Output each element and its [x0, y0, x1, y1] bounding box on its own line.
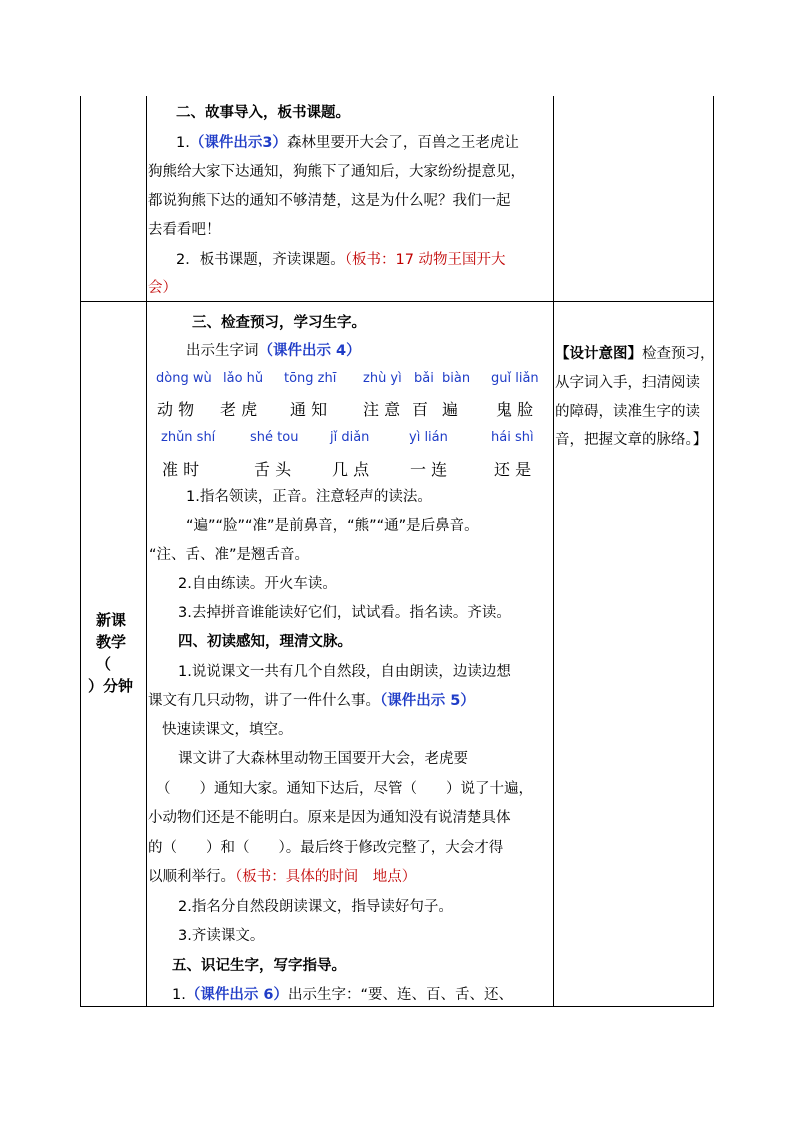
hanzi-tongzhi: 通 知: [290, 400, 328, 419]
stage-label-line2: 教学: [96, 633, 127, 651]
design-intent-line2: 从字词入手，扫清阅读: [555, 375, 700, 391]
hanzi-dongwu: 动 物: [157, 400, 195, 419]
pinyin-bian: biàn: [442, 371, 471, 386]
hanzi-yilian: 一 连: [410, 460, 448, 479]
design-intent-line4: 音，把握文章的脉络。】: [555, 432, 708, 448]
p2-text: 2．板书课题，齐读课题。: [176, 252, 345, 268]
pinyin-yilian: yì lián: [409, 430, 448, 445]
section4-item3: 3.齐读课文。: [178, 928, 265, 944]
p1-line2-text: 课文有几只动物，讲了一件什么事。: [148, 693, 380, 709]
show-words-text: 出示生字词: [186, 343, 259, 359]
section4-item2: 2.指名分自然段朗读课文，指导读好句子。: [178, 899, 453, 915]
section2-paragraph1-line4: 去看看吧！: [148, 222, 221, 238]
section4-heading: 四、初读感知，理清文脉。: [178, 634, 352, 650]
courseware-tag: （课件出示 4）: [258, 343, 361, 359]
blackboard-tag: （板书：17 动物王国开大: [344, 252, 506, 268]
stage-label-line4: ）分钟: [88, 677, 134, 695]
stage-label-line1: 新课: [96, 611, 127, 629]
section2-paragraph1: [176, 133, 519, 153]
hanzi-haishi: 还 是: [494, 460, 532, 479]
fill-line5: [148, 867, 416, 887]
pinyin-zhunshi: zhǔn shí: [161, 430, 216, 445]
p1-text: 出示生字：“要、连、百、舌、还、: [287, 987, 513, 1003]
courseware-tag: （课件出示 6）: [185, 987, 288, 1003]
courseware-tag: （课件出示3）: [189, 135, 287, 151]
section5-p1: [172, 985, 513, 1005]
pinyin-dongwu: dòng wù: [156, 371, 212, 386]
show-words-line: [186, 341, 361, 361]
section2-paragraph1-line3: 都说狗熊下达的通知不够清楚，这是为什么呢？我们一起: [148, 193, 511, 209]
section4-p1-line2: [148, 691, 475, 711]
design-intent-text: 检查预习，: [642, 346, 715, 362]
section3-item1-note2: “注、舌、准”是翘舌音。: [149, 547, 310, 563]
fill-line4: 的（ ）和（ ）。最后终于修改完整了，大会才得: [148, 840, 504, 856]
fill-line2: （ ）通知大家。通知下达后，尽管（ ）说了十遍，: [156, 781, 533, 797]
blackboard-tag: （板书：具体的时间 地点）: [235, 869, 417, 885]
hanzi-zhuyi: 注 意: [363, 400, 401, 419]
pinyin-tongzhi: tōng zhī: [284, 371, 337, 386]
hanzi-bian: 遍: [442, 400, 459, 419]
stage-label-line3: （: [96, 655, 112, 673]
section5-heading: 五、识记生字，写字指导。: [172, 958, 346, 974]
p1-number: 1.: [172, 987, 186, 1003]
pinyin-bai: bǎi: [414, 371, 434, 386]
section2-paragraph1-line2: 狗熊给大家下达通知，狗熊下了通知后，大家纷纷提意见，: [148, 164, 525, 180]
section2-paragraph2-line2: 会）: [148, 280, 177, 296]
fill-line3: 小动物们还是不能明白。原来是因为通知没有说清楚具体: [148, 810, 511, 826]
design-intent-line3: 的障碍，读准生字的读: [555, 404, 700, 420]
p1-number: 1.: [176, 135, 190, 151]
table-right-border: [713, 96, 714, 1007]
fill-title: 快速读课文，填空。: [162, 722, 293, 738]
design-intent-label: 【设计意图】: [555, 346, 642, 362]
section2-heading: 二、故事导入，板书课题。: [176, 105, 350, 121]
pinyin-zhuyi: zhù yì: [363, 371, 402, 386]
hanzi-jidian: 几 点: [332, 460, 370, 479]
hanzi-zhunshi: 准 时: [162, 460, 200, 479]
table-col-divider-2: [553, 96, 554, 1007]
section3-item2: 2.自由练读。开火车读。: [178, 576, 337, 592]
pinyin-shetou: shé tou: [250, 430, 299, 445]
table-row-divider: [80, 301, 714, 302]
table-left-border: [80, 96, 81, 1007]
design-intent-line1: [555, 344, 715, 364]
hanzi-shetou: 舌 头: [254, 460, 292, 479]
section3-heading: 三、检查预习，学习生字。: [192, 315, 366, 331]
table-bottom-border: [80, 1006, 714, 1007]
pinyin-laohu: lǎo hǔ: [223, 371, 264, 386]
p1-text: 森林里要开大会了，百兽之王老虎让: [286, 135, 519, 151]
section3-item3: 3.去掉拼音谁能读好它们，试试看。指名读。齐读。: [178, 605, 511, 621]
section4-p1-line1: 1.说说课文一共有几个自然段，自由朗读，边读边想: [178, 664, 511, 680]
pinyin-guilian: guǐ liǎn: [491, 371, 539, 386]
section2-paragraph2: [176, 250, 506, 270]
pinyin-haishi: hái shì: [491, 430, 534, 445]
section3-item1-note1: “遍”“脸”“准”是前鼻音，“熊”“通”是后鼻音。: [186, 518, 479, 534]
hanzi-guilian: 鬼 脸: [496, 400, 534, 419]
courseware-tag: （课件出示 5）: [380, 693, 475, 709]
fill-line5-text: 以顺利举行。: [148, 869, 235, 885]
hanzi-bai: 百: [412, 400, 429, 419]
pinyin-jidian: jǐ diǎn: [330, 430, 370, 445]
fill-line1: 课文讲了大森林里动物王国要开大会，老虎要: [178, 751, 468, 767]
section3-item1: 1.指名领读，正音。注意轻声的读法。: [186, 489, 432, 505]
hanzi-laohu: 老 虎: [220, 400, 258, 419]
table-col-divider-1: [146, 96, 147, 1007]
